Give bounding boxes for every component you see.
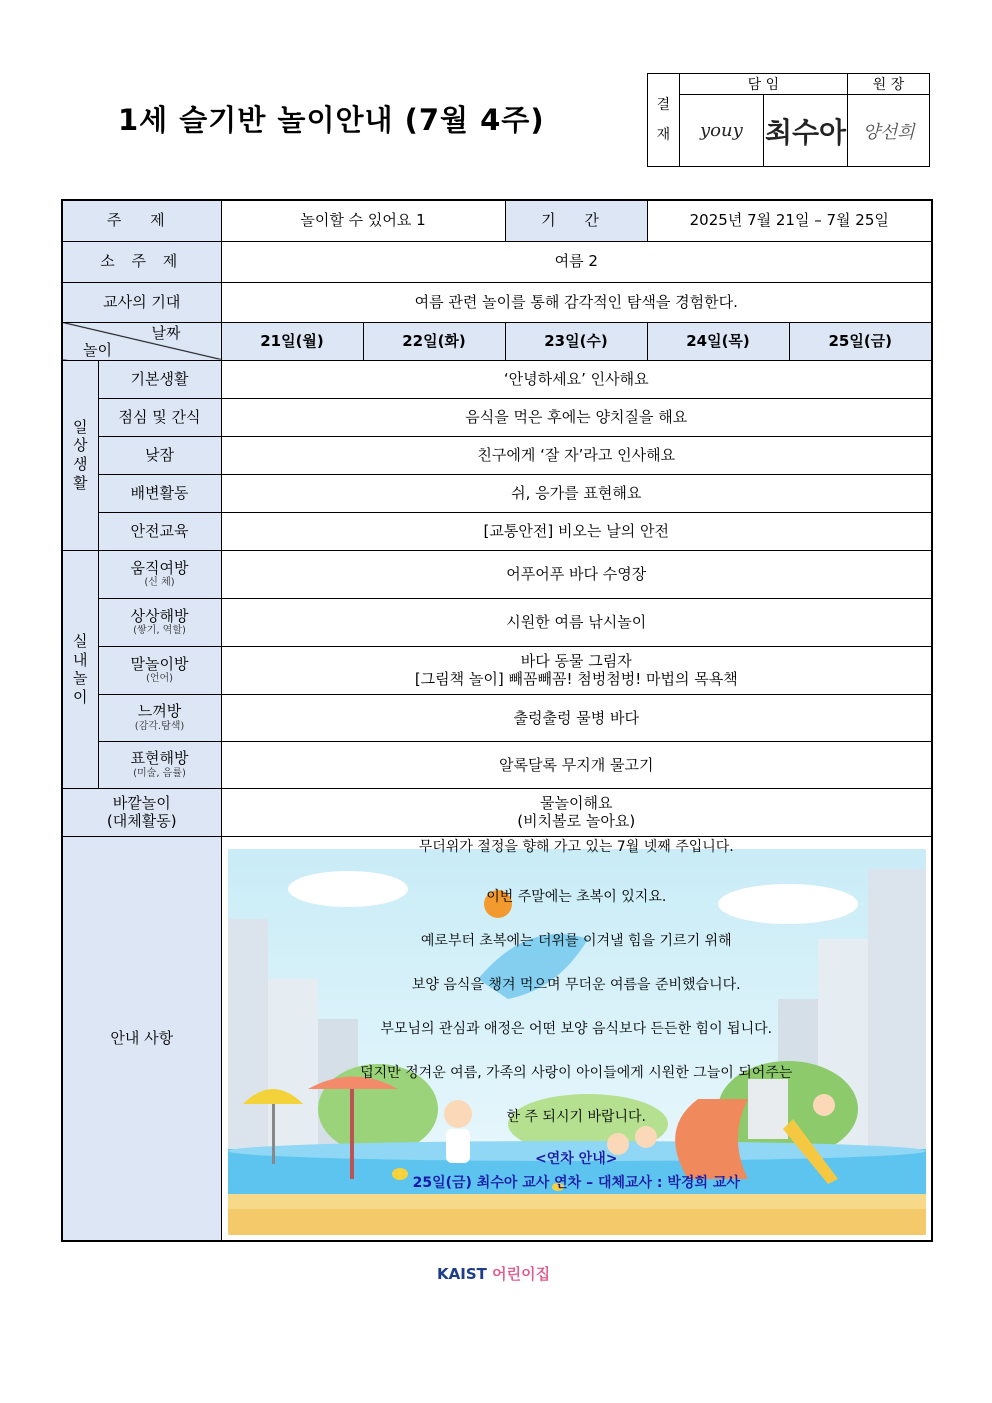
approval-box (647, 73, 930, 167)
outdoor-label: 바깥놀이 (대체활동) (62, 788, 221, 836)
date-corner-cell (62, 322, 221, 360)
daily-life-group-label: 일 상 생 활 (62, 360, 98, 550)
daily-row-label: 안전교육 (98, 512, 221, 550)
day-header-2: 22일(화) (363, 322, 505, 360)
daily-row-label: 배변활동 (98, 474, 221, 512)
notice-line: 예로부터 초복에는 더위를 이겨낼 힘을 기르기 위해 (420, 932, 732, 949)
daily-row-value: 쉬, 응가를 표현해요 (221, 474, 932, 512)
kaist-daycare-logo (437, 1263, 550, 1284)
date-corner-bottom: 놀이 (83, 340, 112, 359)
expectation-value: 여름 관련 놀이를 통해 감각적인 탐색을 경험한다. (221, 282, 932, 322)
outdoor-value: 물놀이해요 (비치볼로 놀아요) (221, 788, 932, 836)
indoor-value-line-2: [그림책 놀이] 빼꼼빼꼼! 첨벙첨벙! 마법의 목욕책 (414, 670, 738, 689)
indoor-row-label: 말놀이방 (언어) (98, 646, 221, 694)
daily-row-value: 음식을 먹은 후에는 양치질을 해요 (221, 398, 932, 436)
leave-title: <연차 안내> (535, 1150, 618, 1167)
notice-line: 덥지만 정겨운 여름, 가족의 사랑이 아이들에게 시원한 그늘이 되어주는 (360, 1064, 793, 1081)
theme-label: 주 제 (62, 200, 221, 241)
day-header-5: 25일(금) (789, 322, 932, 360)
indoor-row-label: 느껴방 (감각.탐색) (98, 694, 221, 741)
notice-label: 안내 사항 (62, 836, 221, 1241)
logo-daycare: 어린이집 (492, 1265, 551, 1283)
indoor-row-value (221, 646, 932, 694)
director-label: 원 장 (848, 74, 930, 95)
notice-line: 보양 음식을 챙겨 먹으며 무더운 여름을 준비했습니다. (411, 976, 741, 993)
gyeol-label: 결 (656, 97, 671, 113)
subtheme-value: 여름 2 (221, 241, 932, 282)
date-corner-top: 날짜 (151, 323, 181, 342)
plan-table (61, 199, 933, 1242)
leave-detail: 25일(금) 최수아 교사 연차 – 대체교사 : 박경희 교사 (412, 1174, 740, 1191)
page-title: 1세 슬기반 놀이안내 (7월 4주) (118, 103, 545, 137)
jae-label: 재 (656, 127, 671, 143)
notice-line: 이번 주말에는 초복이 있지요. (486, 888, 667, 905)
indoor-row-value: 알록달록 무지개 물고기 (221, 741, 932, 788)
day-header-4: 24일(목) (647, 322, 789, 360)
indoor-row-label: 상상해방 (쌓기, 역할) (98, 598, 221, 646)
indoor-group-label: 실 내 놀 이 (62, 550, 98, 788)
indoor-value-line-1: 바다 동물 그림자 (520, 651, 632, 670)
signature-1: youy (679, 95, 763, 167)
day-header-3: 23일(수) (505, 322, 647, 360)
indoor-row-value: 시원한 여름 낚시놀이 (221, 598, 932, 646)
daily-row-value: [교통안전] 비오는 날의 안전 (221, 512, 932, 550)
signature-2: 최수아 (764, 95, 848, 167)
indoor-row-label: 표현해방 (미술, 음률) (98, 741, 221, 788)
daily-row-label: 낮잠 (98, 436, 221, 474)
indoor-row-value: 출렁출렁 물병 바다 (221, 694, 932, 741)
daily-row-value: ‘안녕하세요’ 인사해요 (221, 360, 932, 398)
indoor-row-value: 어푸어푸 바다 수영장 (221, 550, 932, 598)
notice-cell (221, 836, 932, 1241)
signature-3: 양선희 (848, 95, 930, 167)
period-label: 기 간 (505, 200, 647, 241)
day-header-1: 21일(월) (221, 322, 363, 360)
period-value: 2025년 7월 21일 – 7월 25일 (647, 200, 932, 241)
expectation-label: 교사의 기대 (62, 282, 221, 322)
logo-kaist: KAIST (437, 1265, 487, 1283)
indoor-row-label: 움직여방 (신 체) (98, 550, 221, 598)
notice-line: 한 주 되시기 바랍니다. (506, 1108, 647, 1125)
theme-value: 놀이할 수 있어요 1 (221, 200, 505, 241)
notice-line: 부모님의 관심과 애정은 어떤 보양 음식보다 든든한 힘이 됩니다. (380, 1020, 773, 1037)
homeroom-label: 담 임 (679, 74, 847, 95)
daily-row-value: 친구에게 ‘잘 자’라고 인사해요 (221, 436, 932, 474)
daily-row-label: 점심 및 간식 (98, 398, 221, 436)
notice-line: 무더위가 절정을 향해 가고 있는 7월 넷째 주입니다. (418, 838, 734, 855)
approval-side-label (648, 74, 680, 167)
subtheme-label: 소 주 제 (62, 241, 221, 282)
daily-row-label: 기본생활 (98, 360, 221, 398)
